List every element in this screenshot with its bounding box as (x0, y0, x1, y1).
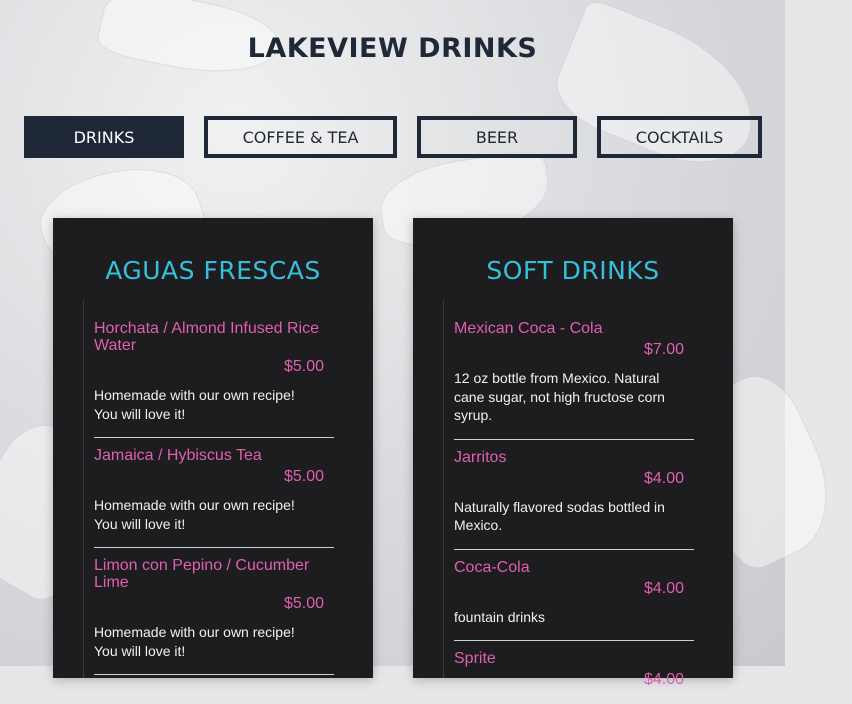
item-description-line: Homemade with our own recipe! (94, 387, 295, 403)
item-name: Mexican Coca - Cola (454, 320, 603, 337)
item-name: Coca-Cola (454, 558, 530, 576)
item-price: $5.00 (283, 358, 324, 375)
item-description: 12 oz bottle from Mexico. Natural cane sugar, not high fructose corn syrup. (454, 370, 665, 423)
item-description-line: Homemade with our own recipe! (94, 497, 295, 513)
item-price: $4.00 (643, 469, 684, 487)
card-title: SOFT DRINKS (486, 256, 660, 285)
item-name: Horchata / Almond Infused Rice Water (94, 320, 320, 354)
menu-item (454, 440, 694, 550)
item-description-line: Homemade with our own recipe! (94, 624, 295, 640)
item-name: Jarritos (454, 448, 507, 466)
item-price: $5.00 (283, 595, 324, 612)
menu-item (454, 641, 694, 704)
menu-item (94, 438, 334, 548)
item-name: Limon con Pepino / Cucumber Lime (94, 557, 310, 591)
item-name: Jamaica / Hybiscus Tea (94, 447, 262, 464)
menu-item (454, 300, 694, 440)
tab-coffee-tea[interactable]: COFFEE & TEA (204, 116, 397, 158)
item-price: $4.00 (643, 579, 684, 597)
item-name: Sprite (454, 650, 496, 667)
menu-item (94, 548, 334, 675)
tab-drinks[interactable]: DRINKS (24, 116, 184, 158)
card-title: AGUAS FRESCAS (105, 256, 321, 285)
item-price: $7.00 (643, 341, 684, 358)
item-price: $4.00 (643, 671, 684, 688)
tab-beer[interactable]: BEER (417, 116, 577, 158)
item-description (94, 386, 334, 423)
item-description-line: You will love it! (94, 515, 186, 532)
item-price: $5.00 (283, 468, 324, 485)
menu-card-aguas-frescas (53, 218, 373, 678)
menu-item (94, 300, 334, 438)
item-description: Naturally flavored sodas bottled in Mexico. (454, 498, 665, 533)
item-description (94, 496, 334, 533)
menu-list (443, 300, 693, 688)
item-description (94, 623, 334, 660)
item-description-line: You will love it! (94, 642, 186, 659)
menu-item (454, 550, 694, 642)
menu-card-soft-drinks (413, 218, 733, 688)
menu-list (83, 300, 333, 678)
tab-cocktails[interactable]: COCKTAILS (597, 116, 762, 158)
item-description-line: You will love it! (94, 405, 186, 422)
page-title: LAKEVIEW DRINKS (247, 33, 538, 64)
item-description: fountain drinks (454, 608, 546, 625)
